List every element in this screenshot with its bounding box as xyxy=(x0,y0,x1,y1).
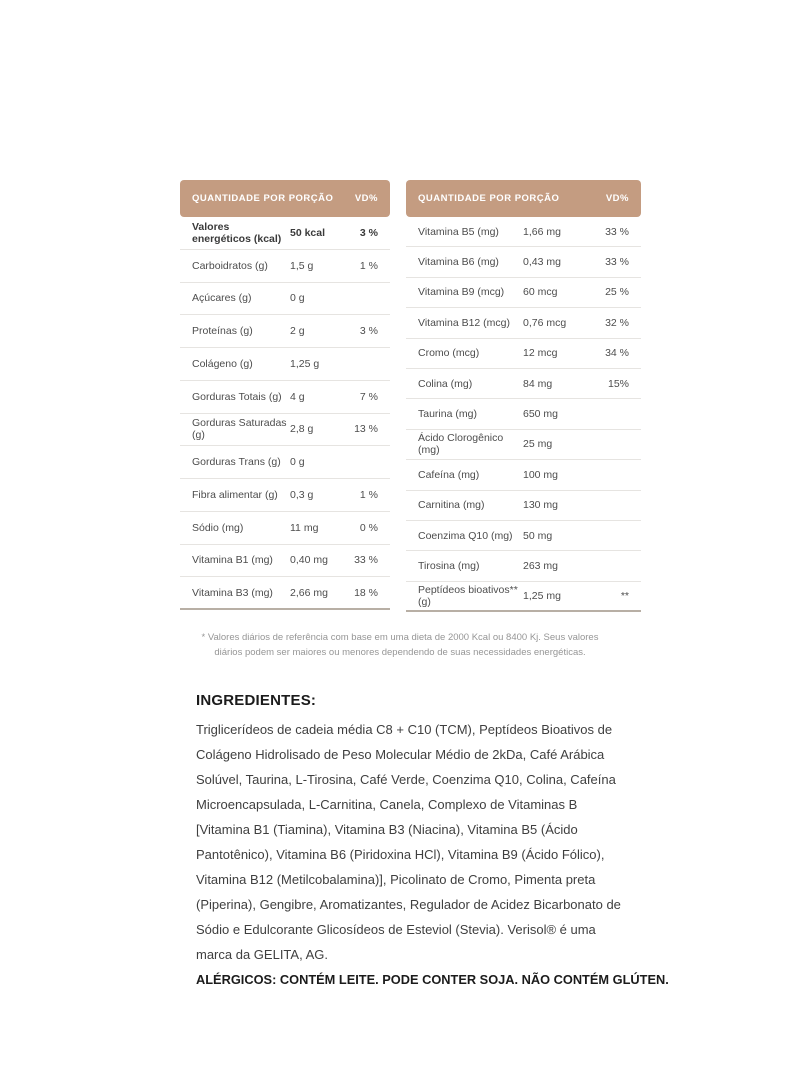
table-row xyxy=(406,491,641,521)
row-val: 100 mg xyxy=(523,468,559,481)
row-val: 0 g xyxy=(290,292,305,305)
row-label: Vitamina B3 (mg) xyxy=(192,586,273,599)
row-vd: 34 % xyxy=(605,347,629,360)
row-label: Carnitina (mg) xyxy=(418,499,485,512)
row-vd: 18 % xyxy=(354,586,378,599)
row-val: 2,66 mg xyxy=(290,586,328,599)
row-label: Vitamina B1 (mg) xyxy=(192,554,273,567)
table-row xyxy=(406,399,641,429)
table-body xyxy=(180,217,390,610)
row-val: 50 kcal xyxy=(290,226,326,239)
ingredients-heading: INGREDIENTES: xyxy=(196,692,317,709)
row-label: Ácido Clorogênico (mg) xyxy=(418,432,504,457)
row-val: 25 mg xyxy=(523,438,553,451)
row-label: Coenzima Q10 (mg) xyxy=(418,529,513,542)
table-row xyxy=(180,577,390,610)
row-vd: 1 % xyxy=(359,259,378,272)
row-val: 263 mg xyxy=(523,559,559,572)
table-header-vd: VD% xyxy=(605,193,629,204)
row-label: Valores energéticos (kcal) xyxy=(192,220,282,245)
row-label: Vitamina B12 (mcg) xyxy=(418,316,511,329)
row-val: 650 mg xyxy=(523,408,559,421)
row-val: 0,3 g xyxy=(290,488,314,501)
table-header xyxy=(406,180,641,217)
row-label: Gorduras Trans (g) xyxy=(192,456,281,469)
row-label: Vitamina B9 (mcg) xyxy=(418,286,505,299)
row-val: 60 mcg xyxy=(523,286,558,299)
row-vd: 3 % xyxy=(359,226,378,239)
row-val: 1,5 g xyxy=(290,259,314,272)
table-row xyxy=(406,308,641,338)
row-val: 12 mcg xyxy=(523,347,558,360)
row-val: 2 g xyxy=(290,325,305,338)
row-val: 11 mg xyxy=(290,521,319,534)
table-row xyxy=(180,217,390,250)
row-vd: 33 % xyxy=(354,554,378,567)
row-label: Cafeína (mg) xyxy=(418,468,480,481)
table-body xyxy=(406,217,641,612)
table-header-title: QUANTIDADE POR PORÇÃO xyxy=(418,193,560,204)
table-header-vd: VD% xyxy=(354,193,378,204)
row-val: 50 mg xyxy=(523,529,553,542)
ingredients-text: Triglicerídeos de cadeia média C8 + C10 (TCM), Peptídeos Bioativos de Colágeno Hidrolisado de Peso Molecular Médio de 2kDa, Café Arábica Solúvel, Taurina, L-Tirosina, Café Verde, Coenzima Q10, Colina, Cafeína Microencapsulada, L-Carnitina, Canela, Complexo de Vitaminas B [Vitamina B1 (Tiamina), Vitamina B3 (Niacina), Vitamina B5 (Ácido Pantotênico), Vitamina B6 (Piridoxina HCl), Vitamina B9 (Ácido Fólico), Vitamina B12 (Metilcobalamina)], Picolinato de Cromo, Pimenta preta (Piperina), Gengibre, Aromatizantes, Regulador de Acidez Bicarbonato de Sódio e Edulcorante Glicosídeos de Esteviol (Stevia). Verisol® é uma marca da GELITA, AG. xyxy=(196,722,621,962)
nutrition-table-right xyxy=(406,180,641,612)
row-val: 0,43 mg xyxy=(523,256,561,269)
table-row xyxy=(406,217,641,247)
row-label: Colágeno (g) xyxy=(192,357,253,370)
table-header xyxy=(180,180,390,217)
row-label: Açúcares (g) xyxy=(192,292,252,305)
table-row xyxy=(406,278,641,308)
table-row xyxy=(406,460,641,490)
row-val: 1,25 mg xyxy=(523,589,561,602)
row-vd: 15% xyxy=(607,377,629,390)
row-val: 0 g xyxy=(290,456,305,469)
row-label: Carboidratos (g) xyxy=(192,259,268,272)
row-label: Colina (mg) xyxy=(418,377,473,390)
table-row xyxy=(180,381,390,414)
row-label: Gorduras Totais (g) xyxy=(192,390,282,403)
table-row xyxy=(406,247,641,277)
row-vd: 33 % xyxy=(605,225,629,238)
row-vd: 7 % xyxy=(359,390,378,403)
table-header-title: QUANTIDADE POR PORÇÃO xyxy=(192,193,334,204)
ingredients-section xyxy=(196,692,669,992)
row-vd: 33 % xyxy=(605,256,629,269)
daily-values-footnote: * Valores diários de referência com base em uma dieta de 2000 Kcal ou 8400 Kj. Seus valores diários podem ser maiores ou menores dependendo de suas necessidades energéticas. xyxy=(201,632,599,658)
row-label: Vitamina B5 (mg) xyxy=(418,225,499,238)
table-row xyxy=(406,430,641,460)
row-label: Vitamina B6 (mg) xyxy=(418,256,499,269)
row-val: 84 mg xyxy=(523,377,553,390)
row-label: Peptídeos bioativos** (g) xyxy=(418,583,518,608)
row-vd: 0 % xyxy=(359,521,378,534)
table-row xyxy=(406,339,641,369)
table-row xyxy=(406,521,641,551)
row-label: Fibra alimentar (g) xyxy=(192,488,278,501)
table-row xyxy=(180,315,390,348)
allergens-statement: ALÉRGICOS: CONTÉM LEITE. PODE CONTER SOJA. NÃO CONTÉM GLÚTEN. xyxy=(196,972,669,987)
table-row xyxy=(180,512,390,545)
row-val: 1,66 mg xyxy=(523,225,561,238)
table-row xyxy=(180,446,390,479)
row-label: Proteínas (g) xyxy=(192,325,253,338)
row-vd: 3 % xyxy=(359,325,378,338)
row-vd: 13 % xyxy=(354,423,378,436)
row-val: 130 mg xyxy=(523,499,559,512)
row-val: 4 g xyxy=(290,390,305,403)
table-row xyxy=(180,283,390,316)
table-row xyxy=(406,582,641,612)
row-val: 0,40 mg xyxy=(290,554,328,567)
row-vd: ** xyxy=(620,589,629,602)
row-label: Cromo (mcg) xyxy=(418,347,480,360)
row-label: Sódio (mg) xyxy=(192,521,244,534)
table-row xyxy=(180,545,390,578)
table-row xyxy=(180,479,390,512)
row-val: 1,25 g xyxy=(290,357,320,370)
table-row xyxy=(406,551,641,581)
table-row xyxy=(180,348,390,381)
row-val: 0,76 mcg xyxy=(523,316,567,329)
row-vd: 25 % xyxy=(605,286,629,299)
row-vd: 1 % xyxy=(359,488,378,501)
row-label: Gorduras Saturadas (g) xyxy=(192,417,287,442)
table-row xyxy=(180,250,390,283)
row-vd: 32 % xyxy=(605,316,629,329)
row-label: Taurina (mg) xyxy=(418,408,477,421)
nutrition-table-left xyxy=(180,180,390,610)
row-label: Tirosina (mg) xyxy=(418,559,480,572)
table-row xyxy=(180,414,390,447)
table-row xyxy=(406,369,641,399)
row-val: 2,8 g xyxy=(290,423,314,436)
